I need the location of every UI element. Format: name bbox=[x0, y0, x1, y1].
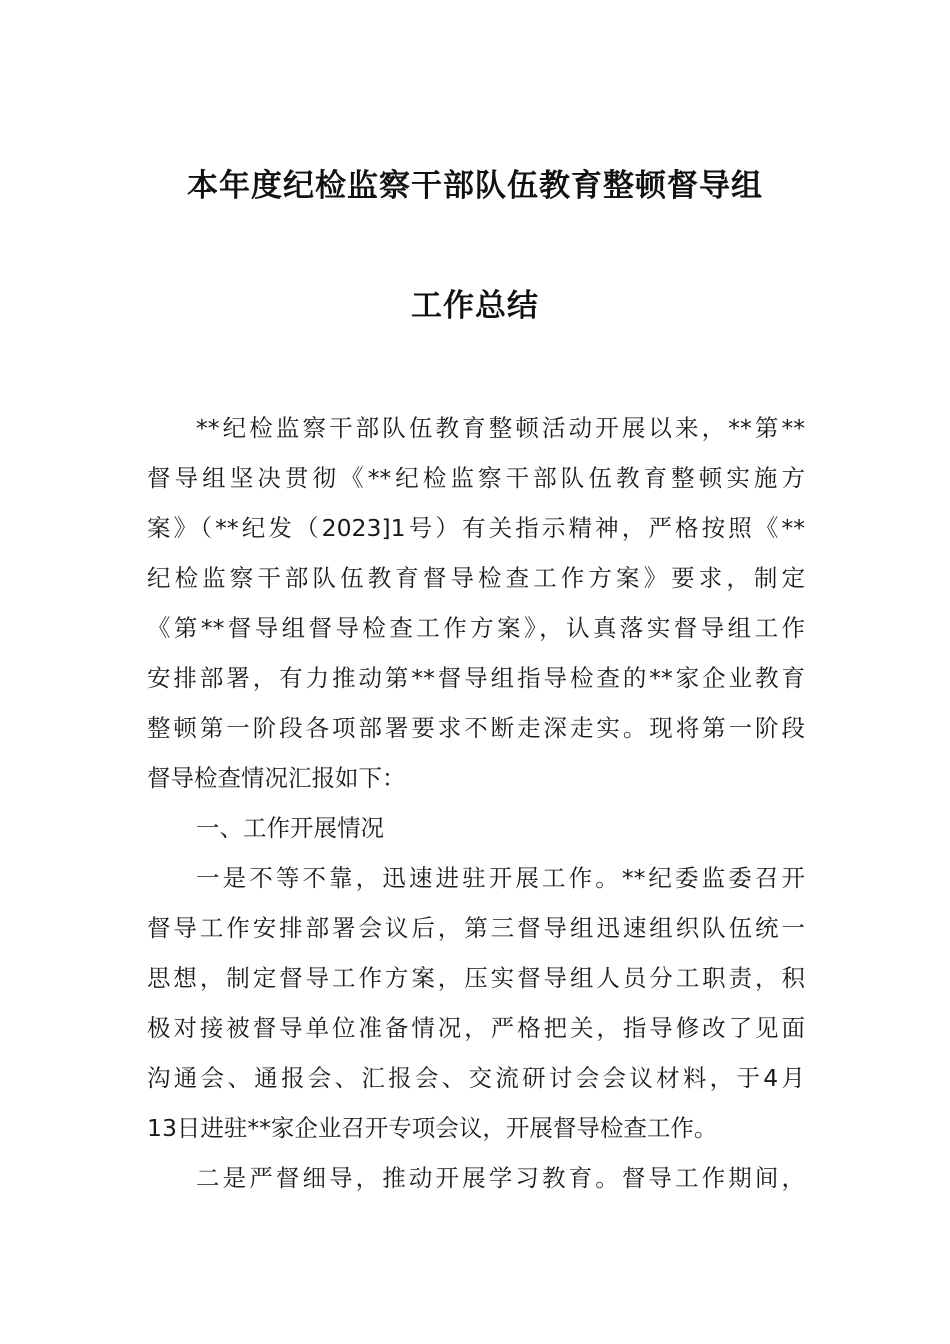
text-line: 督导工作安排部署会议后，第三督导组迅速组织队伍统一 bbox=[147, 914, 805, 942]
text-line: 沟通会、通报会、汇报会、交流研讨会会议材料，于4月 bbox=[147, 1064, 805, 1092]
text-line: 整顿第一阶段各项部署要求不断走深走实。现将第一阶段 bbox=[147, 714, 805, 742]
text-line: 思想，制定督导工作方案，压实督导组人员分工职责，积 bbox=[147, 964, 805, 992]
text-line: 安排部署，有力推动第**督导组指导检查的**家企业教育 bbox=[147, 664, 805, 692]
text-line: 二是严督细导，推动开展学习教育。督导工作期间， bbox=[196, 1164, 805, 1192]
document-title-line-2: 工作总结 bbox=[411, 288, 539, 324]
document-title-line-1: 本年度纪检监察干部队伍教育整顿督导组 bbox=[187, 168, 763, 204]
text-line: 督导检查情况汇报如下： bbox=[147, 764, 406, 792]
text-line: 纪检监察干部队伍教育督导检查工作方案》要求，制定 bbox=[147, 564, 805, 592]
text-line: 极对接被督导单位准备情况，严格把关，指导修改了见面 bbox=[147, 1014, 805, 1042]
text-line: 督导组坚决贯彻《**纪检监察干部队伍教育整顿实施方 bbox=[147, 464, 805, 492]
text-line: 《第**督导组督导检查工作方案》，认真落实督导组工作 bbox=[147, 614, 805, 642]
text-line: 案》（**纪发（2023]1号）有关指示精神，严格按照《** bbox=[147, 514, 805, 542]
text-line: **纪检监察干部队伍教育整顿活动开展以来，**第** bbox=[196, 414, 805, 442]
section-heading: 一、工作开展情况 bbox=[196, 814, 384, 842]
text-line: 一是不等不靠，迅速进驻开展工作。**纪委监委召开 bbox=[196, 864, 805, 892]
text-line: 13日进驻**家企业召开专项会议，开展督导检查工作。 bbox=[147, 1114, 718, 1142]
